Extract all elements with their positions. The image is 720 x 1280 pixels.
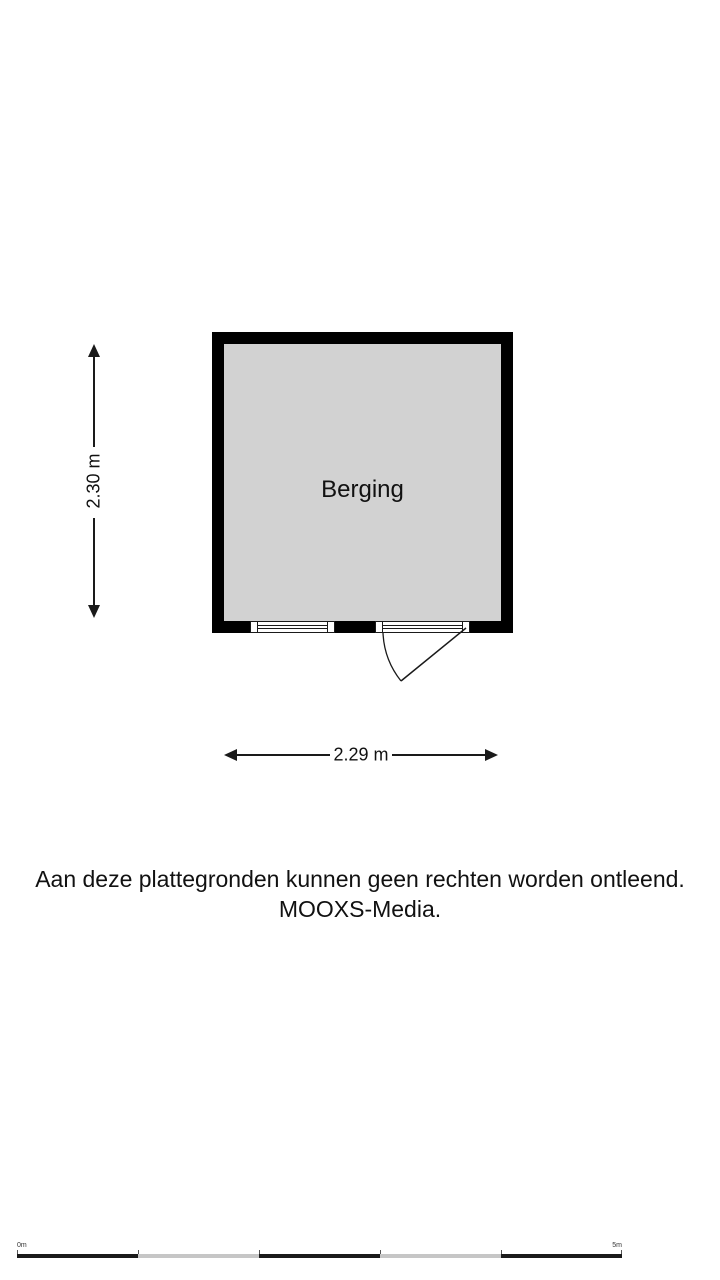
dimension-horizontal [224,744,498,765]
dimension-line [93,355,95,447]
window-glazing [258,621,327,633]
door-swing [360,618,490,698]
dimension-line [93,518,95,607]
scale-start-label: 0m [17,1242,27,1249]
dimension-vertical [84,344,104,618]
dimension-vertical-label: 2.30 m [83,453,104,509]
disclaimer [0,864,720,924]
scale-bar-segments [17,1254,622,1258]
dimension-line [235,754,330,756]
scale-segment [17,1254,138,1258]
scale-segment [380,1254,501,1258]
scale-end-label: 5m [612,1242,622,1249]
disclaimer-line-1: Aan deze plattegronden kunnen geen rechten worden ontleend. [35,866,685,892]
disclaimer-line-2: MOOXS-Media. [278,896,442,922]
scale-bar [17,1242,622,1260]
arrowhead-down-icon [88,605,100,618]
scale-segment [259,1254,380,1258]
dimension-horizontal-label: 2.29 m [333,744,389,765]
scale-segment [501,1254,622,1258]
dimension-line [392,754,487,756]
scale-segment [138,1254,259,1258]
window [250,621,335,633]
window-jamb-left [250,621,258,633]
room-label: Berging [321,476,404,503]
arrowhead-right-icon [485,749,498,761]
window-jamb-right [327,621,335,633]
